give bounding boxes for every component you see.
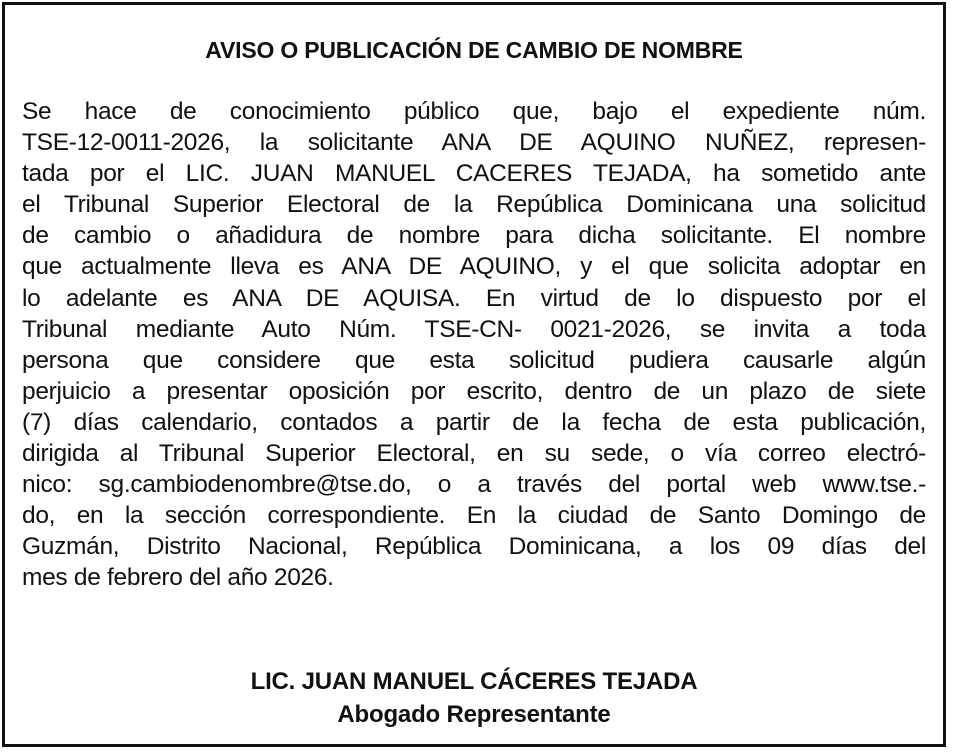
signer-role: Abogado Representante	[337, 701, 611, 728]
body-line: (7) días calendario, contados a partir de la fecha de esta publicación,	[22, 408, 926, 436]
notice-title: AVISO O PUBLICACIÓN DE CAMBIO DE NOMBRE	[205, 37, 743, 63]
body-line: Tribunal mediante Auto Núm. TSE-CN- 0021-2026, se invita a toda	[22, 315, 926, 343]
body-line: TSE-12-0011-2026, la solicitante ANA DE AQUINO NUÑEZ, represen-	[22, 129, 926, 157]
body-line: tada por el LIC. JUAN MANUEL CACERES TEJADA, ha sometido ante	[22, 160, 926, 188]
body-line: persona que considere que esta solicitud pudiera causarle algún	[22, 346, 926, 374]
body-line: el Tribunal Superior Electoral de la República Dominicana una solicitud	[22, 191, 926, 219]
body-line: Guzmán, Distrito Nacional, República Dominicana, a los 09 días del	[22, 533, 926, 561]
body-line: mes de febrero del año 2026.	[22, 564, 334, 592]
body-line: Se hace de conocimiento público que, bajo el expediente núm.	[22, 98, 926, 125]
body-line: lo adelante es ANA DE AQUISA. En virtud de lo dispuesto por el	[22, 284, 926, 312]
signer-name: LIC. JUAN MANUEL CÁCERES TEJADA	[250, 668, 698, 695]
legal-notice-box	[2, 2, 946, 747]
notice-body	[22, 96, 926, 594]
body-line: que actualmente lleva es ANA DE AQUINO, y el que solicita adoptar en	[22, 253, 926, 281]
body-line: do, en la sección correspondiente. En la ciudad de Santo Domingo de	[22, 502, 926, 530]
body-line: nico: sg.cambiodenombre@tse.do, o a través del portal web www.tse.-	[22, 471, 926, 499]
body-line: dirigida al Tribunal Superior Electoral, en su sede, o vía correo electró-	[22, 440, 926, 468]
body-line: de cambio o añadidura de nombre para dicha solicitante. El nombre	[22, 222, 926, 250]
body-line: perjuicio a presentar oposición por escrito, dentro de un plazo de siete	[22, 377, 926, 405]
